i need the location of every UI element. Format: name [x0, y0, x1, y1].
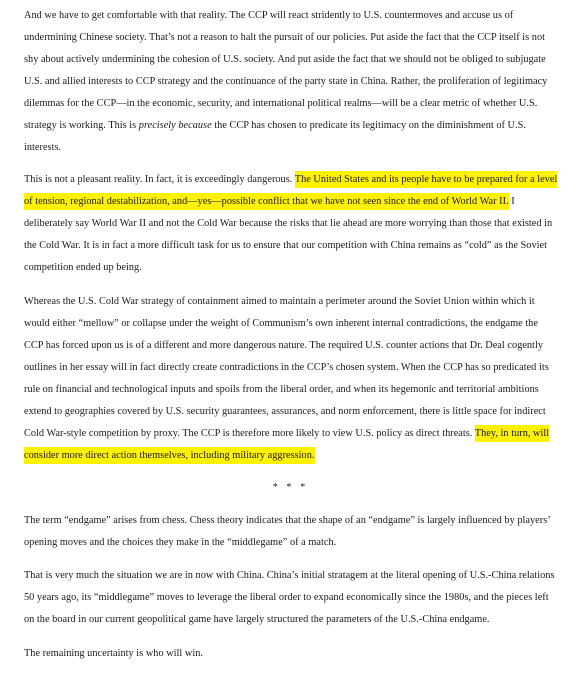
paragraph-1-text-b: the CCP has chosen to predicate its legitimacy on the diminishment of U.S. interests. [24, 120, 526, 153]
paragraph-1-emphasis: precisely because [138, 120, 212, 131]
section-separator: * * * [272, 482, 309, 493]
paragraph-3-highlight: They, in turn, will consider more direct action themselves, including military aggression. [24, 425, 549, 464]
paragraph-2-text-a: This is not a pleasant reality. In fact, it is exceedingly dangerous. [24, 174, 295, 185]
paragraph-1-text-a: And we have to get comfortable with that reality. The CCP will react stridently to U.S. countermoves and accuse us of undermining Chinese society. That’s not a reason to halt the pursuit of our policies. Put aside the fact that the CCP itself is not shy about actively undermining the cohesion of U.S. society. And put aside the fact that we should not be obliged to subjugate U.S. and allied interests to CCP strategy and the continuance of the party state in China. Rather, the proliferation of legitimacy dilemmas for the CCP—in the economic, security, and international political realms—will be a clear metric of whether U.S. strategy is working. This is [24, 10, 548, 131]
paragraph-3 [24, 291, 559, 467]
paragraph-1 [24, 5, 559, 159]
paragraph-2-highlight: The United States and its people have to be prepared for a level of tension, regional destabilization, and—yes—possible conflict that we have not seen since the end of World War II. [24, 171, 557, 210]
paragraph-2 [24, 169, 559, 279]
paragraph-3-text-a: Whereas the U.S. Cold War strategy of containment aimed to maintain a perimeter around the Soviet Union within which it would either “mellow” or collapse under the weight of Communism’s own inherent internal contradictions, the endgame the CCP has forced upon us is of a different and more dangerous nature. The required U.S. counter actions that Dr. Deal cogently outlines in her essay will in fact directly create contradictions in the CCP’s chosen system. When the CCP has so predicated its rule on financial and technological inputs and spoils from the liberal order, and when its hegemonic and territorial ambitions extend to geographies covered by U.S. security guarantees, assurances, and norm enforcement, there is little space for indirect Cold War-style competition by proxy. The CCP is therefore more likely to view U.S. policy as direct threats. [24, 296, 549, 439]
paragraph-4: The term “endgame” arises from chess. Chess theory indicates that the shape of an “endgame” is largely influenced by players’ opening moves and the choices they make in the “middlegame” of a match. [24, 515, 550, 548]
paragraph-2-text-b: I deliberately say World War II and not the Cold War because the risks that lie ahead are more worrying than those that existed in the Cold War. It is in fact a more difficult task for us to ensure that our competition with China remains as “cold” as the Soviet competition ended up being. [24, 196, 553, 273]
paragraph-5: That is very much the situation we are in now with China. China’s initial stratagem at the literal opening of U.S.-China relations 50 years ago, its “middlegame” moves to leverage the liberal order to expand economically since the 1980s, and the pieces left on the board in our current geopolitical game have largely structured the parameters of the U.S.-China endgame. [24, 570, 555, 625]
paragraph-6: The remaining uncertainty is who will win. [24, 648, 203, 659]
